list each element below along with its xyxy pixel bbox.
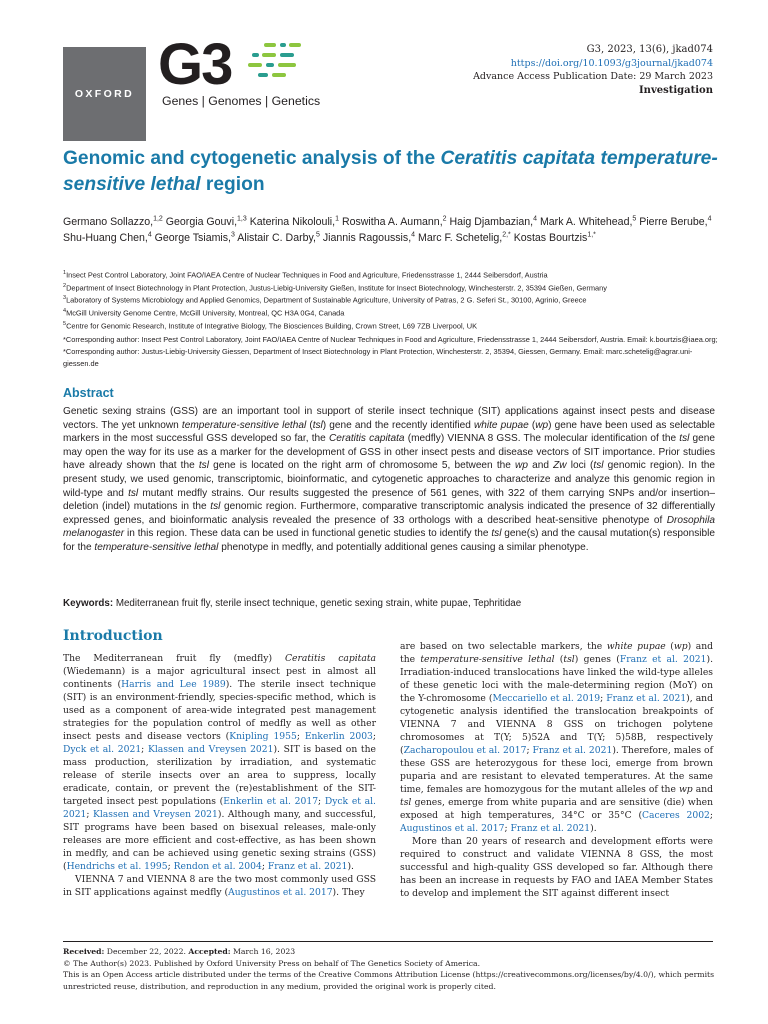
intro-left-column [63,652,376,899]
author-name: Haig Djambazian,$^4$ [446,215,538,228]
affiliation-item: $^1$Insect Pest Control Laboratory, Joint FAO/IAEA Centre of Nuclear Techniques in Food and Agriculture, Friedensstrasse 1, 2444 Seibersdorf, Austria [63,270,548,280]
author-name: Kostas Bourtzis$^{1,*}$ [510,231,596,245]
article-type: Investigation [639,84,713,96]
oxford-logo [63,47,146,141]
journal-citation: G3, 2023, 13(6), jkad074 [586,44,713,55]
affiliations [63,268,723,331]
author-name: Shu-Huang Chen,$^4$ [63,231,152,245]
paragraph: The Mediterranean fruit fly (medfly) Ceratitis capitata (Wiedemann) is a major agricultural insect pest in almost all continents (Harris and Lee 1989). The sterile insect technique (SIT) is an environment-friendly, species-specific method, which is used as a component of area-wide integrated pest management strategies for the population control of medfly as well as other insect pests and disease vectors (Knipling 1955; Enkerlin 2003; Dyck et al. 2021; Klassen and Vreysen 2021). SIT is based on the mass production, sterilization by irradiation, and systematic release of sterile insects over an area to suppress, locally eradicate, contain, or prevent the (re)establishment of the SIT-targeted insect pest populations (Enkerlin et al. 2017; Dyck et al. 2021; Klassen and Vreysen 2021). Although many, and successful, SIT programs have been based on bisexual releases, male-only releases are more efficient and cost-effective, as has been shown in medfly, and can be achieved using genetic sexing strains (GSS) (Hendrichs et al. 1995; Rendon et al. 2004; Franz et al. 2021). [63,653,377,872]
author-list [63,212,723,245]
copyright-line: © The Author(s) 2023. Published by Oxford University Press on behalf of The Genetics Society of America. [63,958,481,968]
paragraph: More than 20 years of research and development efforts were required to construct and validate VIENNA 8 GSS, the most successful and high-quality GSS developed so far. Although there has been an increase in requests by FAO and IAEA Member States to develop and implement the SIT against different insect [400,836,713,899]
article-title: Genomic and cytogenetic analysis of the Ceratitis capitata temperature-sensitive lethal region [63,148,718,195]
paragraph: are based on two selectable markers, the white pupae (wp) and the temperature-sensitive lethal (tsl) genes (Franz et al. 2021). Irradiation-induced translocations have linked the wild-type alleles of these genetic loci with the male-determining region (MoY) on the Y-chromosome (Meccariello et al. 2019; Franz et al. 2021), and cytogenetic analysis identified the translocation breakpoints of VIENNA 7 and VIENNA 8 GSS on trichogen polytene chromosomes at T(Y; 5)52A and T(Y; 5)58B, respectively (Zacharopoulou et al. 2017; Franz et al. 2021). Therefore, males of these GSS are heterozygous for these loci, emerge from brown puparia and are resistant to elevated temperatures. At the same time, females are homozygous for the mutant alleles of the wp and tsl genes, emerge from white puparia and are sensitive (die) when exposed at high temperatures, 34°C or 35°C (Caceres 2002; Augustinos et al. 2017; Franz et al. 2021). [400,641,714,834]
footer-divider [63,941,713,942]
oxford-logo-text: OXFORD [74,88,135,100]
author-name: Alistair C. Darby,$^5$ [234,231,320,245]
journal-tagline: Genes | Genomes | Genetics [162,94,321,108]
affiliation-item: $^5$Centre for Genomic Research, Institute of Integrative Biology, The Biosciences Building, Crown Street, L69 7ZB Liverpool, UK [63,320,477,331]
author-name: Mark A. Whitehead,$^5$ [537,215,637,228]
author-name: Pierre Berube,$^4$ [636,215,712,228]
author-name: George Tsiamis,$^3$ [151,231,235,245]
paragraph: VIENNA 7 and VIENNA 8 are the two most commonly used GSS in SIT applications against medfly (Augustinos et al. 2017). They [63,874,376,898]
author-name: Katerina Nikolouli,$^1$ [246,215,339,228]
doi-link[interactable]: https://doi.org/10.1093/g3journal/jkad074 [510,57,713,69]
g3-logo-marks-icon [246,40,306,86]
author-name: Marc F. Schetelig,$^{2,*}$ [415,231,511,245]
advance-access-date: Advance Access Publication Date: 29 March 2023 [473,71,713,82]
affiliation-item: $^4$McGill University Genome Centre, McGill University, Montreal, QC H3A 0G4, Canada [63,308,345,318]
author-name: Germano Sollazzo,$^{1,2}$ [63,215,163,228]
dates-line: Received: December 22, 2022. Accepted: March 16, 2023 [63,947,296,956]
intro-right-column [400,640,713,900]
article-meta [473,43,713,97]
footer-notes [63,946,723,992]
author-name: Jiannis Ragoussis,$^4$ [319,231,416,245]
affiliation-item: $^3$Laboratory of Systems Microbiology and Applied Genomics, Department of Sustainable Agriculture, University of Patras, 2 G. Seferi St., 30100, Agrinio, Greece [63,295,587,305]
author-name: Georgia Gouvi,$^{1,3}$ [162,215,247,228]
author-name: Roswitha A. Aumann,$^2$ [339,215,447,228]
license-line: This is an Open Access article distributed under the terms of the Creative Commons Attribution License (https://creativecommons.org/licenses/by/4.0/), which permits unrestricted reuse, distribution, and reproduction in any medium, provided the original work is properly cited. [63,970,715,991]
keywords [63,597,723,610]
affiliation-item: $^2$Department of Insect Biotechnology in Plant Protection, Justus-Liebig-University Gießen, Institute for Insect Biotechnology, Winchesterstr. 2, 35394 Gießen, Germany [63,282,607,293]
g3-logo: G3 [158,32,232,97]
correspondence: *Corresponding author: Insect Pest Control Laboratory, Joint FAO/IAEA Centre of Nuclear Techniques in Food and Agriculture, Friedensstrasse 1, 2444 Seibersdorf, Austria. Email: k.bourtzis@iaea.org; *Corresponding author: Justus-Liebig-University Giessen, Department of Insect Biotechnology in Plant Protection, Winchesterstr. 2, 35394, Giessen, Germany. Email: marc.schetelig@agrar.uni-giessen.de [63,335,718,368]
abstract-heading: Abstract [63,386,114,400]
keywords-label: Keywords: [63,598,114,609]
introduction-heading: Introduction [63,628,163,644]
abstract-text: Genetic sexing strains (GSS) are an important tool in support of sterile insect technique (SIT) applications against insect pests and disease vectors. The yet unknown temperature-sensitive lethal (tsl) gene and the recently identified white pupae (wp) gene have been used as selectable markers in the most successful GSS developed so far, the Ceratitis capitata (medfly) VIENNA 8 GSS. The molecular identification of the tsl gene may open the way for its use as a marker for the development of GSS in other insect pests and disease vectors of SIT importance. Prior studies have already shown that the tsl gene is located on the right arm of chromosome 5, between the wp and Zw loci (tsl genomic region). In the present study, we used genomic, transcriptomic, bioinformatic, and cytogenetic approaches to characterize and analyze this genomic region in wild-type and tsl mutant medfly strains. Our results suggested the presence of 561 genes, with 322 of them carrying SNPs and/or insertion–deletion (indel) mutations in the tsl genomic region. Furthermore, comparative transcriptomic analysis indicated the presence of 32 differentially expressed genes, and bioinformatic analysis revealed the presence of 33 orthologs with a described heat-sensitive phenotype of Drosophila melanogaster in this region. These data can be used in functional genetic studies to identify the tsl gene(s) and the causal mutation(s) responsible for the temperature-sensitive lethal phenotype in medfly, and potentially additional genes causing a similar phenotype. [63,406,716,553]
keywords-list: Mediterranean fruit fly, sterile insect technique, genetic sexing strain, white pupae, Tephritidae [113,598,522,609]
